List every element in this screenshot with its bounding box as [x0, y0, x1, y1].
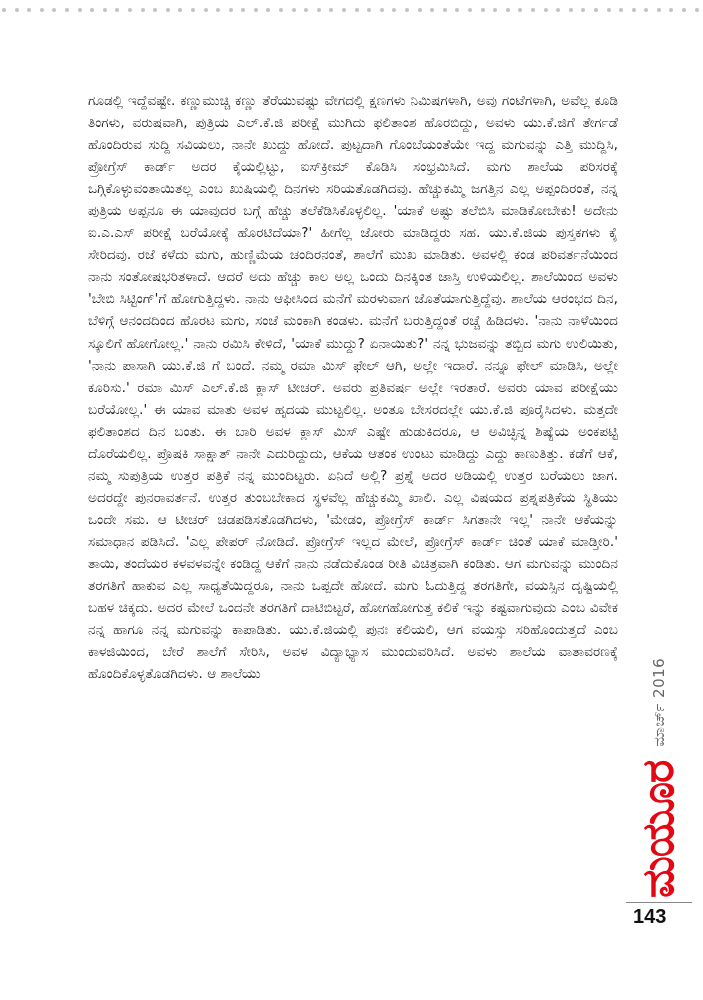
dot [266, 8, 270, 12]
dot [329, 8, 333, 12]
dot [15, 8, 19, 12]
dot [141, 8, 145, 12]
side-band-rotated [632, 612, 686, 898]
dot [418, 8, 422, 12]
dot [292, 8, 296, 12]
issue-label: ಮಾರ್ಚ್ 2016 [650, 657, 668, 747]
dot [27, 8, 31, 12]
dot [695, 8, 699, 12]
dot [65, 8, 69, 12]
dot [40, 8, 44, 12]
dot [581, 8, 585, 12]
article-paragraph: ಗೂಡಲ್ಲಿ ಇದ್ದೆವಷ್ಟೇ. ಕಣ್ಣುಮುಚ್ಚಿ ಕಣ್ಣು ತೆರೆಯುವಷ್ಟು ವೇಗದಲ್ಲಿ ಕ್ಷಣಗಳು ನಿಮಿಷಗಳಾಗಿ, ಅವು ಗಂಟೆಗಳಾಗಿ, ಅವೆಲ್ಲ ಕೂಡಿ ತಿಂಗಳು, ವರುಷವಾಗಿ, ಪುತ್ರಿಯ ಎಲ್.ಕೆ.ಜಿ ಪರೀಕ್ಷೆ ಮುಗಿದು ಫಲಿತಾಂಶ ಹೊರಬಿದ್ದು, ಅವಳು ಯು.ಕೆ.ಜಿಗೆ ತೇರ್ಗಡೆ ಹೊಂದಿರುವ ಸುದ್ದಿ ಸವಿಯಲು, ನಾನೇ ಖುದ್ದು ಹೋದೆ. ಪುಟ್ಟದಾಗಿ ಗೊಂಬೆಯಂತೆಯೇ ಇದ್ದ ಮಗುವನ್ನು ಎತ್ತಿ ಮುದ್ದಿಸಿ, ಪ್ರೋಗ್ರೆಸ್ ಕಾರ್ಡ್ ಅದರ ಕೈಯಲ್ಲಿಟ್ಟು, ಐಸ್‌ಕ್ರೀಮ್ ಕೊಡಿಸಿ ಸಂಭ್ರಮಿಸಿದೆ. ಮಗು ಶಾಲೆಯ ಪರಿಸರಕ್ಕೆ ಒಗ್ಗಿಕೊಳ್ಳುವಂತಾಯಿತಲ್ಲ ಎಂಬ ಖುಷಿಯಲ್ಲಿ ದಿನಗಳು ಸರಿಯತೊಡಗಿದವು. ಹೆಚ್ಚುಕಮ್ಮಿ ಜಗತ್ತಿನ ಎಲ್ಲ ಅಪ್ಪಂದಿರಂತೆ, ನನ್ನ ಪುತ್ರಿಯ ಅಪ್ಪನೂ ಈ ಯಾವುದರ ಬಗ್ಗೆ ಹೆಚ್ಚು ತಲೆಕೆಡಿಸಿಕೊಳ್ಳಲಿಲ್ಲ. 'ಯಾಕೆ ಅಷ್ಟು ತಲೆಬಿಸಿ ಮಾಡಿಕೋಬೇಕು! ಅದೇನು ಐ.ಎ.ಎಸ್ ಪರೀಕ್ಷೆ ಬರೆಯೋಕ್ಕೆ ಹೊರಟಿದೆಯಾ?' ಹೀಗೆಲ್ಲ ಜೋರು ಮಾಡಿದ್ದರು ಸಹ. ಯು.ಕೆ.ಜಿಯ ಪುಸ್ತಕಗಳು ಕೈ ಸೇರಿದವು. ರಜೆ ಕಳೆದು ಮಗು, ಹುಣ್ಣಿಮೆಯ ಚಂದಿರನಂತೆ, ಶಾಲೆಗೆ ಮುಖ ಮಾಡಿತು. ಅವಳಲ್ಲಿ ಕಂಡ ಪರಿವರ್ತನೆಯಿಂದ ನಾನು ಸಂತೋಷಭರಿತಳಾದೆ. ಆದರೆ ಅದು ಹೆಚ್ಚು ಕಾಲ ಅಲ್ಲ ಒಂದು ದಿನಕ್ಕಿಂತ ಜಾಸ್ತಿ ಉಳಿಯಲಿಲ್ಲ. ಶಾಲೆಯಿಂದ ಅವಳು 'ಬೇಬಿ ಸಿಟ್ಟಿಂಗ್'ಗೆ ಹೋಗುತ್ತಿದ್ದಳು. ನಾನು ಆಫೀಸಿಂದ ಮನೆಗೆ ಮರಳುವಾಗ ಜೊತೆಯಾಗುತ್ತಿದ್ದೆವು. ಶಾಲೆಯ ಆರಂಭದ ದಿನ, ಬೆಳಿಗ್ಗೆ ಆನಂದದಿಂದ ಹೊರಟ ಮಗು, ಸಂಜೆ ಮಂಕಾಗಿ ಕಂಡಳು. ಮನೆಗೆ ಬರುತ್ತಿದ್ದಂತೆ ರಚ್ಚೆ ಹಿಡಿದಳು. 'ನಾನು ನಾಳೆಯಿಂದ ಸ್ಕೂಲಿಗೆ ಹೋಗೋಲ್ಲ.' ನಾನು ರಮಿಸಿ ಕೇಳಿದೆ, 'ಯಾಕೆ ಮುದ್ದು? ಏನಾಯಿತು?' ನನ್ನ ಭುಜವನ್ನು ತಬ್ಬಿದ ಮಗು ಉಲಿಯಿತು, 'ನಾನು ಪಾಸಾಗಿ ಯು.ಕೆ.ಜಿ ಗೆ ಬಂದೆ. ನಮ್ಮ ರಮಾ ಮಿಸ್ ಫೇಲ್ ಆಗಿ, ಅಲ್ಲೇ ಇದಾರೆ. ನನ್ನೂ ಫೇಲ್ ಮಾಡಿಸಿ, ಅಲ್ಲೇ ಕೂರಿಸು.' ರಮಾ ಮಿಸ್ ಎಲ್.ಕೆ.ಜಿ ಕ್ಲಾಸ್ ಟೀಚರ್. ಅವರು ಪ್ರತಿವರ್ಷ ಅಲ್ಲೇ ಇರತಾರೆ. ಅವರು ಯಾವ ಪರೀಕ್ಷೆಯು ಬರೆಯೋಲ್ಲ.' ಈ ಯಾವ ಮಾತು ಅವಳ ಹೃದಯ ಮುಟ್ಟಲಿಲ್ಲ. ಅಂತೂ ಬೇಸರದಲ್ಲೇ ಯು.ಕೆ.ಜಿ ಪೂರೈಸಿದಳು. ಮತ್ತದೇ ಫಲಿತಾಂಶದ ದಿನ ಬಂತು. ಈ ಬಾರಿ ಅವಳ ಕ್ಲಾಸ್ ಮಿಸ್ ಎಷ್ಟೇ ಹುಡುಕಿದರೂ, ಆ ಅವಿಚ್ಛಿನ್ನ ಶಿಷ್ಯೆಯ ಅಂಕಪಟ್ಟಿ ದೊರೆಯಲಿಲ್ಲ. ಪ್ರೊಷಕಿ ಸಾಕ್ಷಾತ್ ನಾನೇ ಎದುರಿದ್ದುದು, ಆಕೆಯ ಆತಂಕ ಉಂಟು ಮಾಡಿದ್ದು ಎದ್ದು ಕಾಣುತಿತ್ತು. ಕಡೆಗೆ ಆಕೆ, ನಮ್ಮ ಸುಪುತ್ರಿಯ ಉತ್ತರ ಪತ್ರಿಕೆ ನನ್ನ ಮುಂದಿಟ್ಟರು. ಏನಿದೆ ಅಲ್ಲಿ? ಪ್ರಶ್ನೆ ಅದರ ಅಡಿಯಲ್ಲಿ ಉತ್ತರ ಬರೆಯಲು ಜಾಗ. ಅದರದ್ದೇ ಪುನರಾವರ್ತನೆ. ಉತ್ತರ ತುಂಬಬೇಕಾದ ಸ್ಥಳವೆಲ್ಲ ಹೆಚ್ಚುಕಮ್ಮಿ ಖಾಲಿ. ಎಲ್ಲ ವಿಷಯದ ಪ್ರಶ್ನಪತ್ರಿಕೆಯ ಸ್ಥಿತಿಯು ಒಂದೇ ಸಮ. ಆ ಟೀಚರ್ ಚಡಪಡಿಸತೊಡಗಿದಳು, 'ಮೇಡಂ, ಪ್ರೋಗ್ರೆಸ್ ಕಾರ್ಡ್ ಸಿಗತಾನೇ ಇಲ್ಲ' ನಾನೇ ಆಕೆಯನ್ನು ಸಮಾಧಾನ ಪಡಿಸಿದೆ. 'ಎಲ್ಲ ಪೇಪರ್ ನೋಡಿದೆ. ಪ್ರೋಗ್ರೆಸ್ ಇಲ್ಲದ ಮೇಲೆ, ಪ್ರೋಗ್ರೆಸ್ ಕಾರ್ಡ್ ಚಿಂತೆ ಯಾಕೆ ಮಾಡ್ತೀರಿ.' ತಾಯಿ, ತಂದೆಯರ ಕಳವಳವನ್ನೇ ಕಂಡಿದ್ದ ಆಕೆಗೆ ನಾನು ನಡೆದುಕೊಂಡ ರೀತಿ ವಿಚಿತ್ರವಾಗಿ ಕಂಡಿತು. ಆಗ ಮಗುವನ್ನು ಮುಂದಿನ ತರಗತಿಗೆ ಹಾಕುವ ಎಲ್ಲ ಸಾಧ್ಯತೆಯಿದ್ದರೂ, ನಾನು ಒಪ್ಪದೇ ಹೋದೆ. ಮಗು ಓದುತ್ತಿದ್ದ ತರಗತಿಗೇ, ವಯಸ್ಸಿನ ದೃಷ್ಟಿಯಲ್ಲಿ ಬಹಳ ಚಿಕ್ಕದು. ಅದರ ಮೇಲೆ ಒಂದನೇ ತರಗತಿಗೆ ದಾಟಿಬಿಟ್ಟರೆ, ಹೋಗಹೋಗುತ್ತ ಕಲಿಕೆ ಇನ್ನು ಕಷ್ಟವಾಗುವುದು ಎಂಬ ವಿವೇಕ ನನ್ನ ಹಾಗೂ ನನ್ನ ಮಗುವನ್ನು ಕಾಪಾಡಿತು. ಯು.ಕೆ.ಜಿಯಲ್ಲಿ ಪುನಃ ಕಲಿಯಲಿ, ಆಗ ವಯಸ್ಸು ಸರಿಹೊಂದುತ್ತದೆ ಎಂಬ ಕಾಳಜಿಯಿಂದ, ಬೇರೆ ಶಾಲೆಗೆ ಸೇರಿಸಿ, ಅವಳ ವಿದ್ಯಾಭ್ಯಾಸ ಮುಂದುವರಿಸಿದೆ. ಅವಳು ಶಾಲೆಯ ವಾತಾವರಣಕ್ಕೆ ಹೊಂದಿಕೊಳ್ಳತೊಡಗಿದಳು. ಆ ಶಾಲೆಯು [88, 93, 618, 683]
dot [342, 8, 346, 12]
dot [103, 8, 107, 12]
dot [178, 8, 182, 12]
dot [556, 8, 560, 12]
dot [493, 8, 497, 12]
dot [644, 8, 648, 12]
dot [392, 8, 396, 12]
dot [443, 8, 447, 12]
dot [52, 8, 56, 12]
dot [216, 8, 220, 12]
dot [569, 8, 573, 12]
dot [355, 8, 359, 12]
magazine-side-band [632, 612, 686, 898]
dot [518, 8, 522, 12]
page-number: 143 [633, 906, 667, 928]
dot [430, 8, 434, 12]
dot [128, 8, 132, 12]
dot [78, 8, 82, 12]
dot [632, 8, 636, 12]
dot [455, 8, 459, 12]
dot [166, 8, 170, 12]
dot [481, 8, 485, 12]
dot [304, 8, 308, 12]
dot [204, 8, 208, 12]
dot [115, 8, 119, 12]
dot [405, 8, 409, 12]
dot [607, 8, 611, 12]
article-body [88, 90, 618, 685]
dot [191, 8, 195, 12]
dot [254, 8, 258, 12]
dot [531, 8, 535, 12]
dot [317, 8, 321, 12]
dot [241, 8, 245, 12]
magazine-logo: ಮಯೂರ [633, 760, 684, 898]
top-dotted-rule [0, 8, 703, 16]
dot [367, 8, 371, 12]
dot [594, 8, 598, 12]
dot [682, 8, 686, 12]
dot [2, 8, 6, 12]
dot [90, 8, 94, 12]
dot [279, 8, 283, 12]
dot [380, 8, 384, 12]
dot [468, 8, 472, 12]
folio-rule [626, 902, 692, 903]
dot [506, 8, 510, 12]
dot [669, 8, 673, 12]
dot [657, 8, 661, 12]
dot [619, 8, 623, 12]
dot [229, 8, 233, 12]
dot [153, 8, 157, 12]
dot [544, 8, 548, 12]
